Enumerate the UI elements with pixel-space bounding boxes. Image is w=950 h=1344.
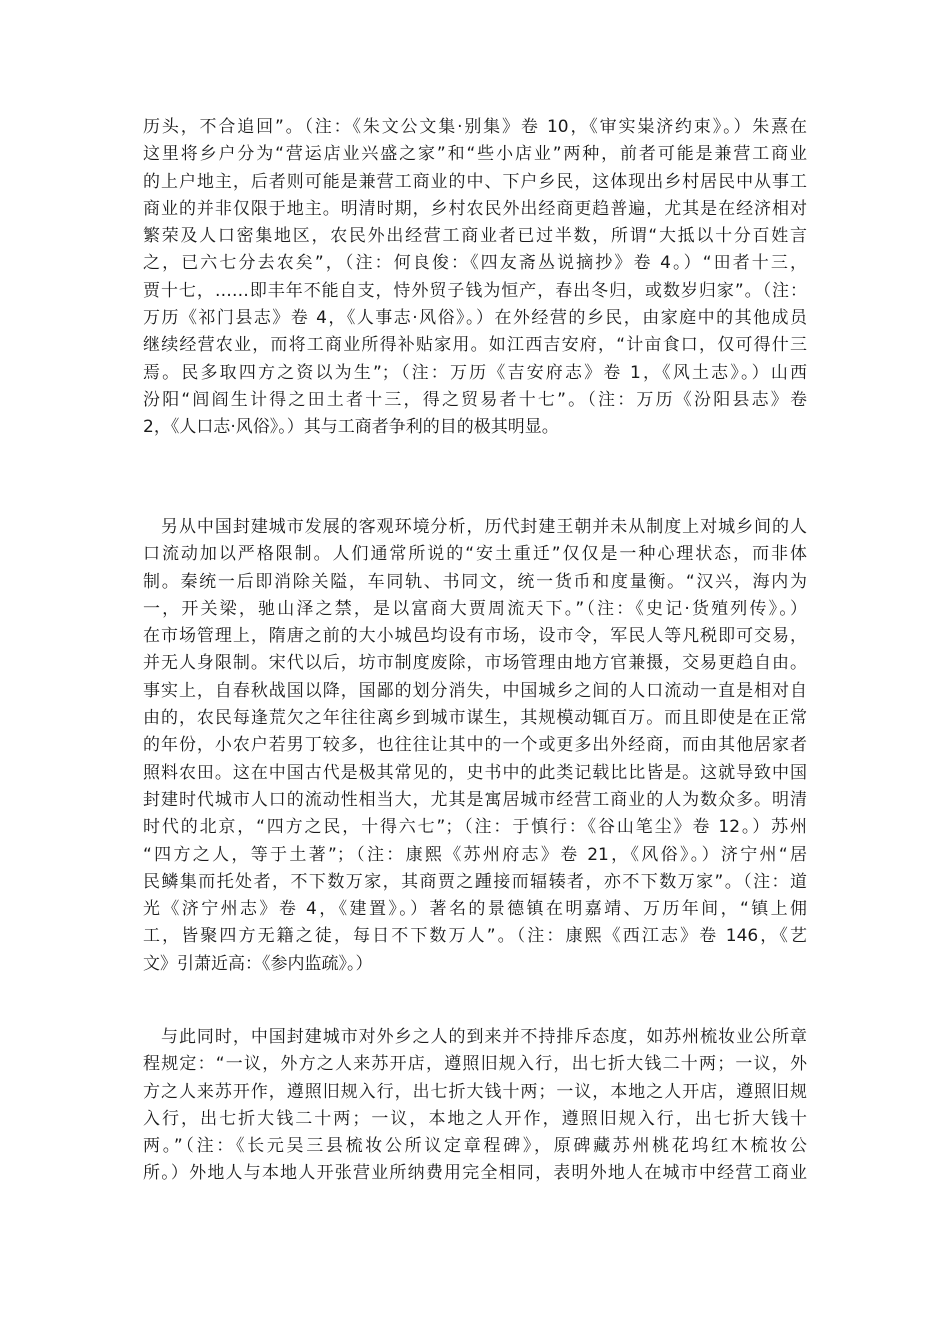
text-line: 照料农田。这在中国古代是极其常见的，史书中的此类记载比比皆是。这就导致中国 (143, 762, 807, 783)
text-line: 这里将乡户分为“营运店业兴盛之家”和“些小店业”两种，前者可能是兼营工商业 (143, 144, 807, 165)
text-line: 入行，出七折大钱二十两；一议，本地之人开作，遵照旧规入行，出七折大钱十 (143, 1108, 807, 1129)
text-line: 民鳞集而托处者，不下数万家，其商贾之踵接而辐辏者，亦不下数万家”。（注：道 (143, 871, 807, 892)
text-line: 工，皆聚四方无籍之徒，每日不下数万人”。（注：康熙《西江志》卷 146，《艺 (143, 926, 807, 947)
text-line: 所。）外地人与本地人开张营业所纳费用完全相同，表明外地人在城市中经营工商业 (143, 1163, 807, 1184)
text-line: 文》引萧近高：《参内监疏》。） (143, 953, 373, 974)
text-line: 2，《人口志·风俗》。）其与工商者争利的目的极其明显。 (143, 417, 559, 438)
text-line: 事实上，自春秋战国以降，国鄙的划分消失，中国城乡之间的人口流动一直是相对自 (143, 680, 807, 701)
text-line: 一，开关梁，驰山泽之禁，是以富商大贾周流天下。”（注：《史记·货殖列传》。） (143, 598, 807, 619)
text-line: 的年份，小农户若男丁较多，也往往让其中的一个或更多出外经商，而由其他居家者 (143, 735, 807, 756)
text-line: 由的，农民每逢荒欠之年往往离乡到城市谋生，其规模动辄百万。而且即使是在正常 (143, 708, 807, 729)
text-line: 在市场管理上，隋唐之前的大小城邑均设有市场，设市令，军民人等凡税即可交易， (143, 626, 807, 647)
text-line: 程规定：“一议，外方之人来苏开店，遵照旧规入行，出七折大钱二十两；一议，外 (143, 1054, 807, 1075)
text-line: 制。秦统一后即消除关隘，车同轨、书同文，统一货币和度量衡。“汉兴，海内为 (143, 571, 807, 592)
paragraph-1 (143, 114, 807, 442)
text-line: 封建时代城市人口的流动性相当大，尤其是寓居城市经营工商业的人为数众多。明清 (143, 789, 807, 810)
text-line: 的上户地主，后者则可能是兼营工商业的中、下户乡民，这体现出乡村居民中从事工 (143, 171, 807, 192)
text-line: “四方之人，等于土著”；（注：康熙《苏州府志》卷 21，《风俗》。）济宁州“居 (143, 844, 807, 865)
text-line: 时代的北京，“四方之民，十得六七”；（注：于慎行：《谷山笔尘》卷 12。）苏州 (143, 817, 807, 838)
text-line: 万历《祁门县志》卷 4，《人事志·风俗》。）在外经营的乡民，由家庭中的其他成员 (143, 308, 807, 329)
text-line: 商业的并非仅限于地主。明清时期，乡村农民外出经商更趋普遍，尤其是在经济相对 (143, 198, 807, 219)
text-line: 并无人身限制。宋代以后，坊市制度废除，市场管理由地方官兼摄，交易更趋自由。 (143, 653, 807, 674)
text-line: 方之人来苏开作，遵照旧规入行，出七折大钱十两；一议，本地之人开店，遵照旧规 (143, 1081, 807, 1102)
paragraph-3 (143, 1024, 807, 1188)
text-line: 与此同时，中国封建城市对外乡之人的到来并不持排斥态度，如苏州梳妆业公所章 (143, 1027, 807, 1047)
text-line: 继续经营农业，而将工商业所得补贴家用。如江西吉安府，“计亩食口，仅可得什三 (143, 335, 807, 356)
text-line: 焉。民多取四方之资以为生”；（注：万历《吉安府志》卷 1，《风土志》。）山西 (143, 362, 807, 383)
text-line: 光《济宁州志》卷 4，《建置》。）著名的景德镇在明嘉靖、万历年间，“镇上佣 (143, 899, 807, 920)
text-line: 繁荣及人口密集地区，农民外出经营工商业者已过半数，所谓“大抵以十分百姓言 (143, 226, 807, 247)
text-line: 之，已六七分去农矣”，（注：何良俊：《四友斋丛说摘抄》卷 4。）“田者十三， (143, 253, 807, 274)
text-line: 口流动加以严格限制。人们通常所说的“安土重迁”仅仅是一种心理状态，而非体 (143, 544, 807, 565)
text-line: 另从中国封建城市发展的客观环境分析，历代封建王朝并未从制度上对城乡间的人 (143, 517, 807, 537)
text-line: 两。”（注：《长元吴三县梳妆公所议定章程碑》，原碑藏苏州桃花坞红木梳妆公 (143, 1136, 807, 1157)
paragraph-2 (143, 514, 807, 978)
text-line: 贾十七，……即丰年不能自支，恃外贸子钱为恒产，春出冬归，或数岁归家”。（注： (143, 280, 807, 301)
text-line: 历头，不合追回”。（注：《朱文公文集·别集》卷 10，《审实粜济约束》。）朱熹在 (143, 117, 807, 137)
text-line: 汾阳“闾阎生计得之田土者十三，得之贸易者十七”。（注：万历《汾阳县志》卷 (143, 389, 807, 410)
